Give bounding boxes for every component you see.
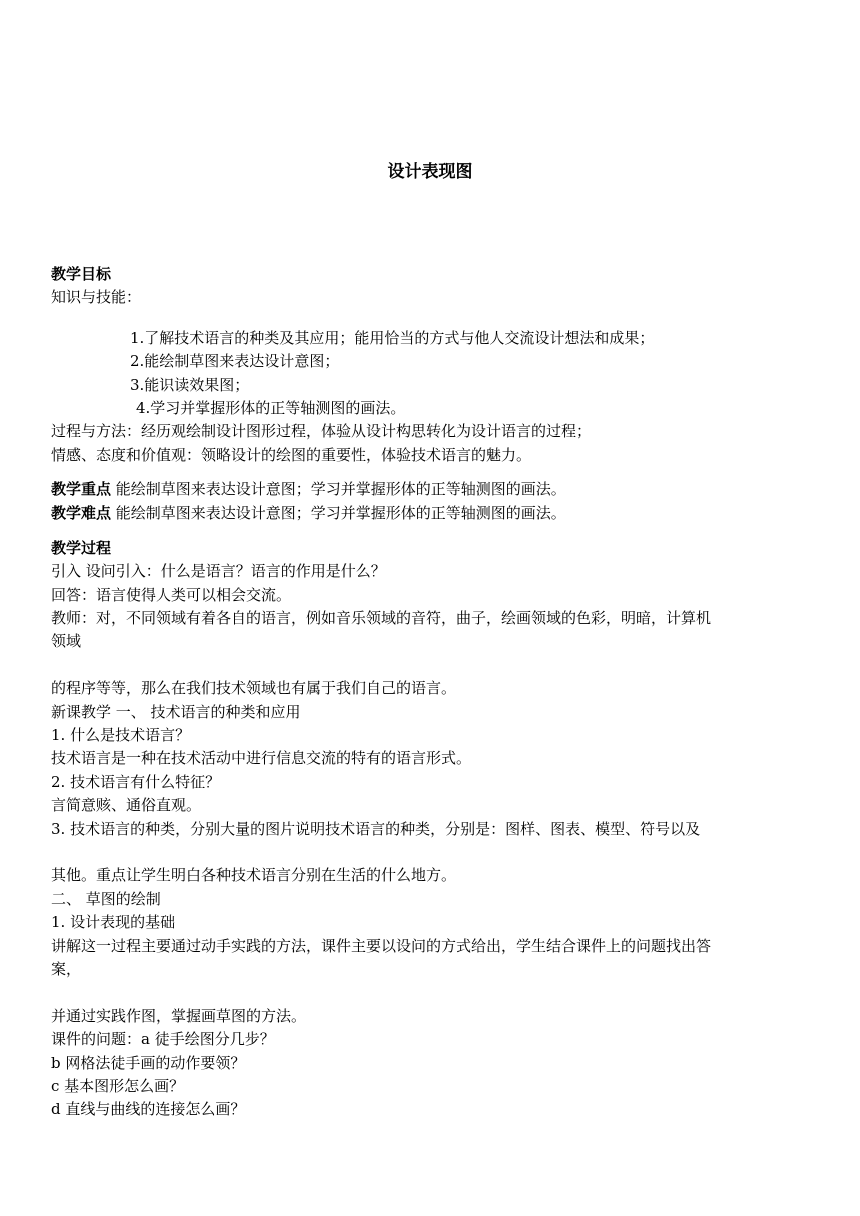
paragraph-line: 3. 技术语言的种类，分别大量的图片说明技术语言的种类，分别是：图样、图表、模型、符号以及	[51, 819, 701, 838]
difficult-point	[51, 502, 821, 525]
paragraph-line: 领域	[51, 632, 82, 651]
key-point	[51, 478, 821, 501]
paragraph-line: 案，	[51, 959, 82, 978]
key-point-label: 教学重点	[51, 480, 112, 499]
paragraph-line: 技术语言是一种在技术活动中进行信息交流的特有的语言形式。	[51, 749, 472, 768]
objectives-heading: 教学目标	[51, 265, 112, 283]
document-body	[51, 263, 821, 1122]
difficult-point-text: 能绘制草图来表达设计意图；学习并掌握形体的正等轴测图的画法。	[111, 503, 566, 522]
objective-item-4: 4.学习并掌握形体的正等轴测图的画法。	[136, 398, 406, 417]
paragraph-line: 回答：语言使得人类可以相会交流。	[51, 585, 292, 604]
paragraph-line: 其他。重点让学生明白各种技术语言分别在生活的什么地方。	[51, 866, 457, 885]
paragraph-line: 2. 技术语言有什么特征？	[51, 772, 221, 791]
paragraph-line: 新课教学 一、 技术语言的种类和应用	[51, 702, 301, 721]
paragraph-line: b 网格法徒手画的动作要领？	[51, 1053, 246, 1072]
document-title: 设计表现图	[387, 162, 473, 182]
difficult-point-label: 教学难点	[51, 503, 112, 522]
paragraph-line: 教师：对，不同领域有着各自的语言，例如音乐领域的音符，曲子，绘画领域的色彩，明暗，计算机	[51, 609, 712, 628]
paragraph-line: 引入 设问引入：什么是语言？语言的作用是什么？	[51, 562, 386, 581]
knowledge-label: 知识与技能：	[51, 288, 142, 307]
paragraph-line: c 基本图形怎么画？	[51, 1076, 185, 1095]
paragraph-line: 的程序等等，那么在我们技术领域也有属于我们自己的语言。	[51, 679, 457, 698]
paragraph-line: 讲解这一过程主要通过动手实践的方法，课件主要以设问的方式给出，学生结合课件上的问题找出答	[51, 936, 712, 955]
paragraph-line: 二、 草图的绘制	[51, 889, 161, 908]
paragraph-line: 1. 什么是技术语言？	[51, 726, 191, 745]
process-method: 过程与方法：经历观绘制设计图形过程，体验从设计构思转化为设计语言的过程；	[51, 422, 592, 441]
paragraph-line: 并通过实践作图，掌握画草图的方法。	[51, 1006, 307, 1025]
objective-item-2: 2.能绘制草图来表达设计意图；	[130, 352, 340, 371]
paragraph-line: 言简意赅、通俗直观。	[51, 796, 202, 815]
key-point-text: 能绘制草图来表达设计意图；学习并掌握形体的正等轴测图的画法。	[111, 480, 566, 499]
paragraph-line: 1. 设计表现的基础	[51, 913, 176, 932]
paragraph-line: 课件的问题：a 徒手绘图分几步？	[51, 1030, 275, 1049]
emotion-values: 情感、态度和价值观：领略设计的绘图的重要性，体验技术语言的魅力。	[51, 445, 532, 464]
process-heading: 教学过程	[51, 538, 112, 557]
objective-item-3: 3.能识读效果图；	[130, 375, 250, 394]
paragraph-line: d 直线与曲线的连接怎么画？	[51, 1100, 246, 1119]
objective-item-1: 1.了解技术语言的种类及其应用；能用恰当的方式与他人交流设计想法和成果；	[130, 328, 655, 347]
